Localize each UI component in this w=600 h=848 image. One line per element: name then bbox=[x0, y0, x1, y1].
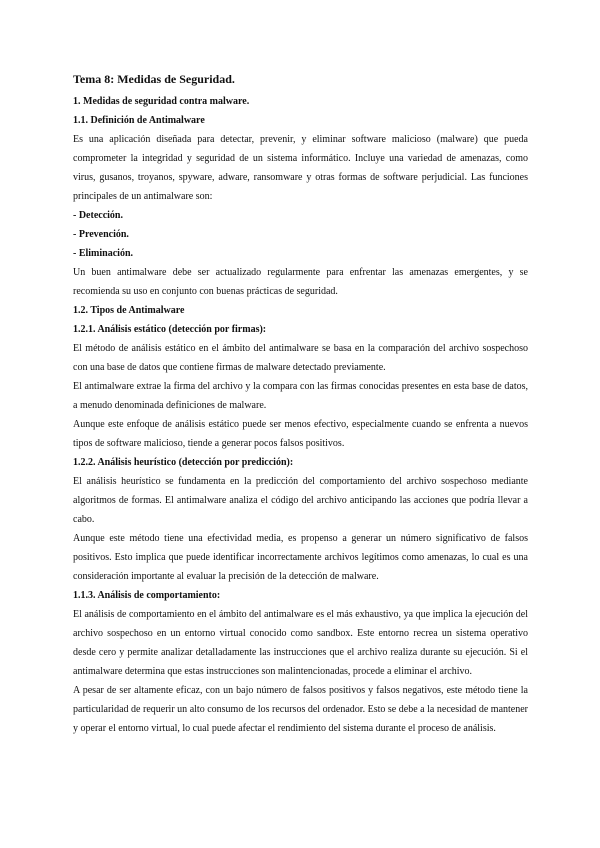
paragraph: A pesar de ser altamente eficaz, con un bajo número de falsos positivos y falsos negativos, este método tiene la particularidad de requerir un alto consumo de los recursos del ordenador. Esto se debe a la necesidad de mantener y operar el entorno virtual, lo cual puede afectar el rendimiento del sistema durante el proceso de análisis. bbox=[73, 685, 528, 734]
subsection-heading: 1.1.3. Análisis de comportamiento: bbox=[73, 590, 221, 601]
list-item: - Prevención. bbox=[73, 229, 129, 240]
paragraph: El análisis heurístico se fundamenta en la predicción del comportamiento del archivo sospechoso mediante algoritmos de formas. El antimalware analiza el código del archivo anticipando las acciones que podría llevar a cabo. bbox=[73, 476, 528, 525]
paragraph: Aunque este método tiene una efectividad media, es propenso a generar un número significativo de falsos positivos. Esto implica que puede identificar incorrectamente archivos legítimos como amenazas, lo cual es una consideración importante al evaluar la precisión de la detección de malware. bbox=[73, 533, 528, 582]
page-title: Tema 8: Medidas de Seguridad. bbox=[73, 72, 235, 86]
subsection-heading: 1.1. Definición de Antimalware bbox=[73, 115, 205, 126]
subsection-heading: 1.2.1. Análisis estático (detección por firmas): bbox=[73, 324, 267, 335]
paragraph: Un buen antimalware debe ser actualizado regularmente para enfrentar las amenazas emergentes, y se recomienda su uso en conjunto con buenas prácticas de seguridad. bbox=[73, 267, 528, 297]
paragraph: El análisis de comportamiento en el ámbito del antimalware es el más exhaustivo, ya que implica la ejecución del archivo sospechoso en un entorno virtual conocido como sandbox. Este entorno recrea un sistema operativo desde cero y permite analizar detalladamente las instrucciones que el archivo realiza durante su ejecución. Si el antimalware determina que estas instrucciones son malintencionadas, procede a eliminar el archivo. bbox=[73, 609, 528, 677]
list-item: - Detección. bbox=[73, 210, 123, 221]
subsection-heading: 1.2. Tipos de Antimalware bbox=[73, 305, 185, 316]
paragraph: Es una aplicación diseñada para detectar, prevenir, y eliminar software malicioso (malware) que pueda comprometer la integridad y seguridad de un sistema informático. Incluye una variedad de amenazas, como virus, gusanos, troyanos, spyware, adware, ransomware y otras formas de software perjudicial. Las funciones principales de un antimalware son: bbox=[73, 134, 528, 202]
paragraph: Aunque este enfoque de análisis estático puede ser menos efectivo, especialmente cuando se enfrenta a nuevos tipos de software malicioso, tiende a generar pocos falsos positivos. bbox=[73, 419, 528, 449]
paragraph: El método de análisis estático en el ámbito del antimalware se basa en la comparación del archivo sospechoso con una base de datos que contiene firmas de malware detectado previamente. bbox=[73, 343, 528, 373]
section-heading: 1. Medidas de seguridad contra malware. bbox=[73, 96, 250, 107]
list-item: - Eliminación. bbox=[73, 248, 134, 259]
paragraph: El antimalware extrae la firma del archivo y la compara con las firmas conocidas presentes en esta base de datos, a menudo denominada definiciones de malware. bbox=[73, 381, 528, 411]
subsection-heading: 1.2.2. Análisis heurístico (detección por predicción): bbox=[73, 457, 294, 468]
document-page bbox=[73, 68, 528, 738]
